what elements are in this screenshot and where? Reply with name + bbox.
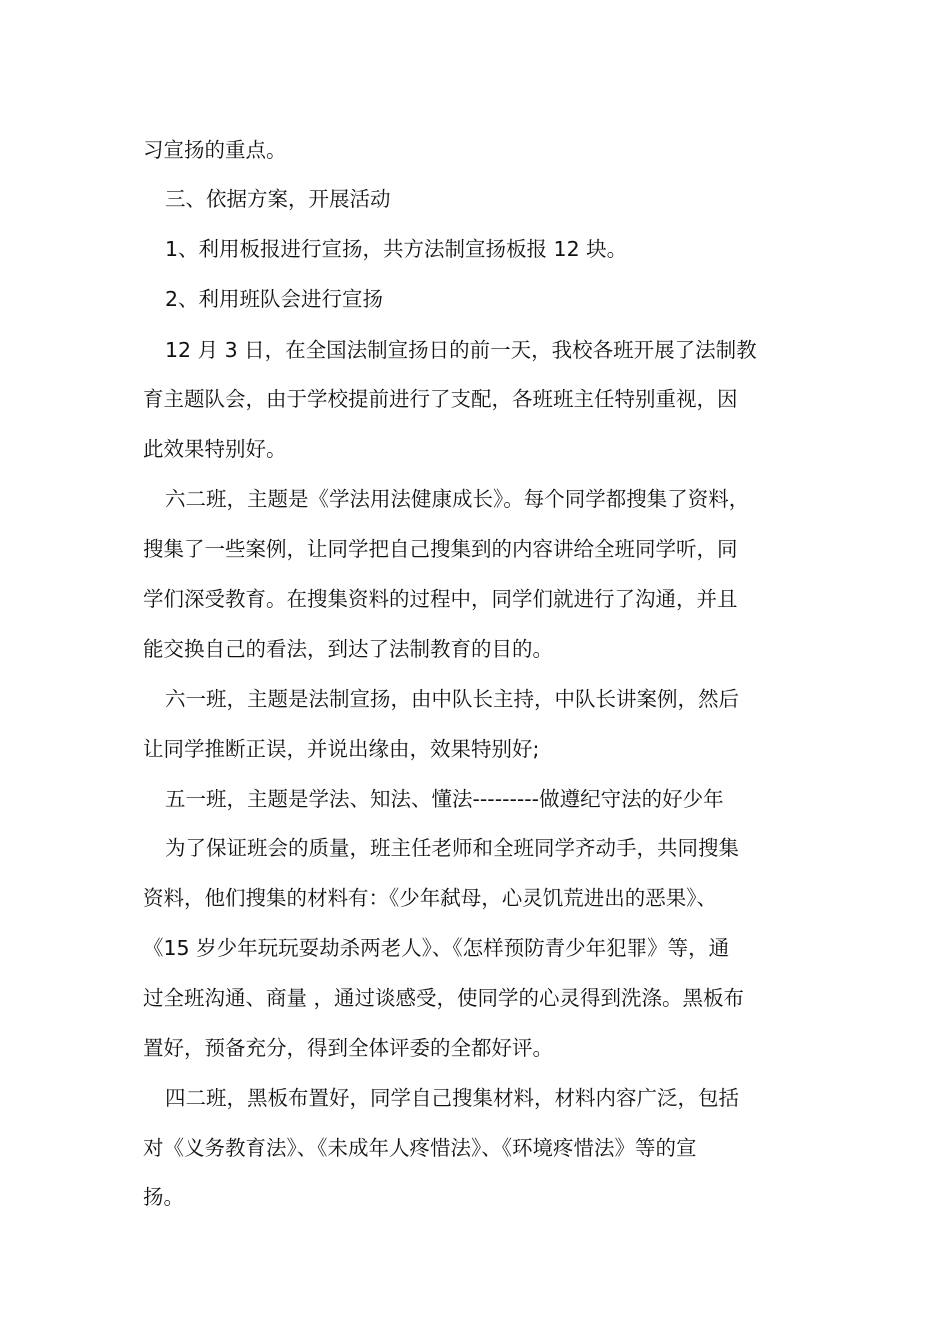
- text-line: 此效果特别好。: [143, 437, 287, 461]
- text-line: 四二班，黑板布置好，同学自己搜集材料，材料内容广泛，包括: [165, 1086, 739, 1110]
- text-line: 12 月 3 日，在全国法制宣扬日的前一天，我校各班开展了法制教: [165, 338, 757, 362]
- text-line: 六一班，主题是法制宣扬，由中队长主持，中队长讲案例，然后: [165, 687, 739, 711]
- text-line: 《15 岁少年玩玩耍劫杀两老人》、《怎样预防青少年犯罪》等，通: [143, 936, 730, 960]
- text-line: 五一班，主题是学法、知法、懂法---------做遵纪守法的好少年: [165, 787, 724, 811]
- text-line: 对《义务教育法》、《未成年人疼惜法》、《环境疼惜法》等的宣: [143, 1136, 697, 1160]
- text-line: 育主题队会，由于学校提前进行了支配，各班班主任特别重视，因: [143, 387, 738, 411]
- text-line: 习宣扬的重点。: [143, 138, 287, 162]
- list-item: 1、利用板报进行宣扬，共方法制宣扬板报 12 块。: [165, 237, 628, 261]
- text-line: 资料，他们搜集的材料有：《少年弑母，心灵饥荒进出的恶果》、: [143, 886, 717, 910]
- section-heading: 三、依据方案，开展活动: [165, 187, 391, 211]
- text-line: 能交换自己的看法，到达了法制教育的目的。: [143, 637, 553, 661]
- text-line: 置好，预备充分，得到全体评委的全都好评。: [143, 1036, 553, 1060]
- text-line: 搜集了一些案例，让同学把自己搜集到的内容讲给全班同学听，同: [143, 537, 738, 561]
- text-line: 让同学推断正误，并说出缘由，效果特别好;: [143, 737, 540, 761]
- text-line: 学们深受教育。在搜集资料的过程中，同学们就进行了沟通，并且: [143, 587, 738, 611]
- list-item: 2、利用班队会进行宣扬: [165, 287, 384, 311]
- text-line: 扬。: [143, 1185, 184, 1209]
- text-line: 过全班沟通、商量 ，通过谈感受，使同学的心灵得到洗涤。黑板布: [143, 986, 745, 1010]
- text-line: 六二班，主题是《学法用法健康成长》。每个同学都搜集了资料，: [165, 487, 750, 511]
- text-line: 为了保证班会的质量，班主任老师和全班同学齐动手，共同搜集: [165, 836, 739, 860]
